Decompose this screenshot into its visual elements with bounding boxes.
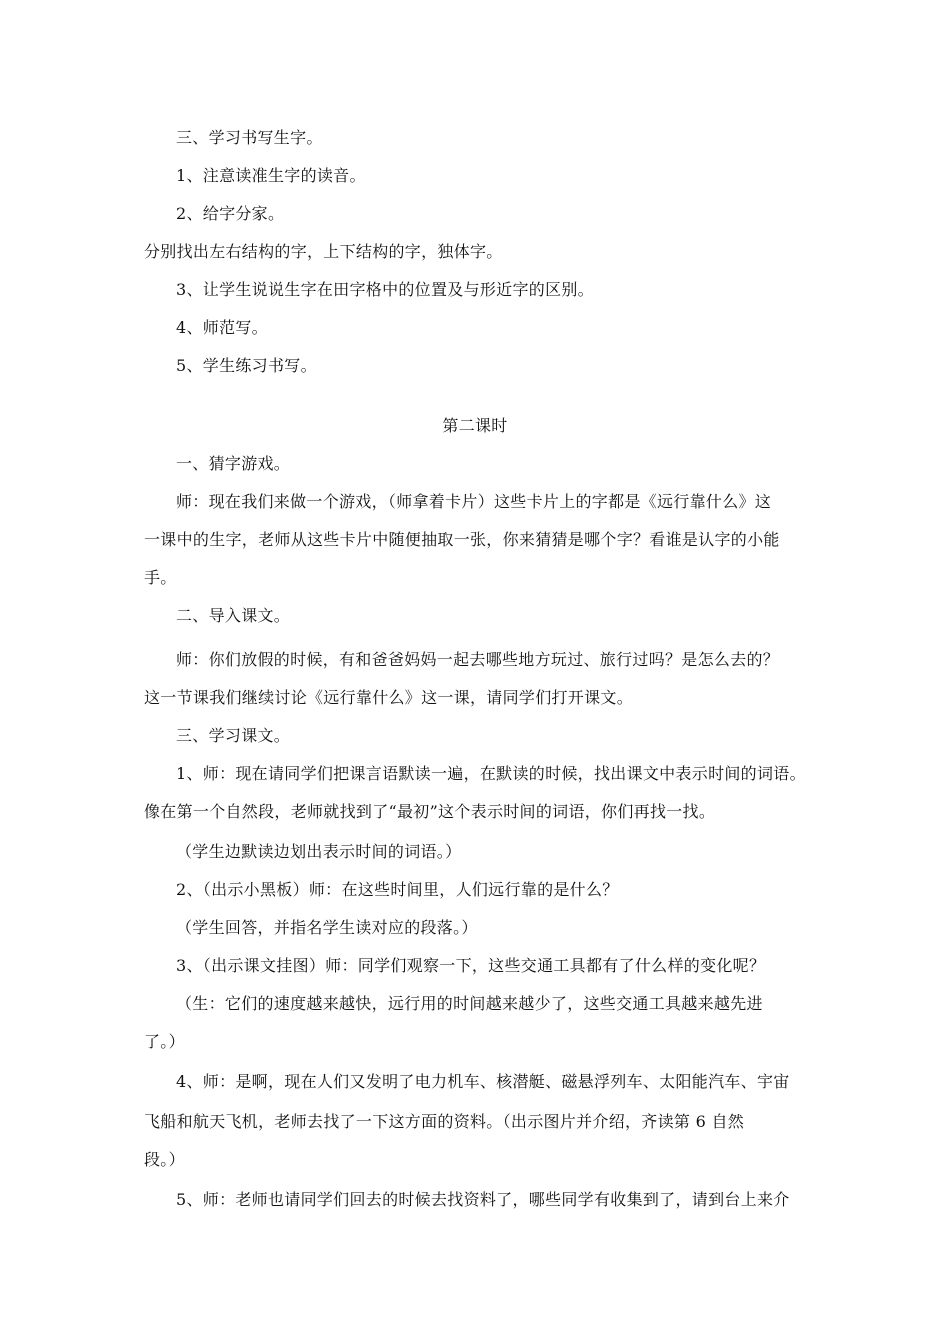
- paragraph: （生：它们的速度越来越快，远行用的时间越来越少了，这些交通工具越来越先进: [176, 994, 763, 1013]
- paragraph: 2、给字分家。: [176, 204, 285, 223]
- lesson-title: 第二课时: [442, 416, 508, 435]
- section-heading-writing: 三、学习书写生字。: [176, 128, 323, 147]
- paragraph: 手。: [144, 568, 177, 587]
- paragraph: 4、师：是啊，现在人们又发明了电力机车、核潜艇、磁悬浮列车、太阳能汽车、宇宙: [176, 1072, 790, 1091]
- paragraph: 一课中的生字，老师从这些卡片中随便抽取一张，你来猜猜是哪个字？看谁是认字的小能: [144, 530, 780, 549]
- paragraph: 5、学生练习书写。: [176, 356, 317, 375]
- paragraph: 像在第一个自然段，老师就找到了“最初”这个表示时间的词语，你们再找一找。: [144, 802, 716, 821]
- paragraph: 师：你们放假的时候，有和爸爸妈妈一起去哪些地方玩过、旅行过吗？是怎么去的？: [176, 650, 780, 669]
- paragraph: 5、师：老师也请同学们回去的时候去找资料了，哪些同学有收集到了，请到台上来介: [176, 1190, 790, 1209]
- paragraph: 3、让学生说说生字在田字格中的位置及与形近字的区别。: [176, 280, 594, 299]
- paragraph: 飞船和航天飞机，老师去找了一下这方面的资料。（出示图片并介绍，齐读第 6 自然: [144, 1112, 745, 1131]
- section-heading-game: 一、猜字游戏。: [176, 454, 291, 473]
- section-heading-intro: 二、导入课文。: [176, 606, 291, 625]
- paragraph: 分别找出左右结构的字，上下结构的字，独体字。: [144, 242, 503, 261]
- paragraph: 了。）: [144, 1032, 185, 1051]
- paragraph: 1、注意读准生字的读音。: [176, 166, 366, 185]
- section-heading-study: 三、学习课文。: [176, 726, 291, 745]
- paragraph: 师：现在我们来做一个游戏，（师拿着卡片）这些卡片上的字都是《远行靠什么》这: [176, 492, 772, 511]
- paragraph: 段。）: [144, 1150, 185, 1169]
- paragraph: 2、（出示小黑板）师：在这些时间里，人们远行靠的是什么？: [176, 880, 619, 899]
- paragraph: 4、师范写。: [176, 318, 268, 337]
- paragraph: 这一节课我们继续讨论《远行靠什么》这一课，请同学们打开课文。: [144, 688, 634, 707]
- paragraph: 3、（出示课文挂图）师：同学们观察一下，这些交通工具都有了什么样的变化呢？: [176, 956, 766, 975]
- paragraph: （学生边默读边划出表示时间的词语。）: [176, 842, 462, 861]
- paragraph: （学生回答，并指名学生读对应的段落。）: [176, 918, 478, 937]
- paragraph: 1、师：现在请同学们把课言语默读一遍，在默读的时候，找出课文中表示时间的词语。: [176, 764, 806, 783]
